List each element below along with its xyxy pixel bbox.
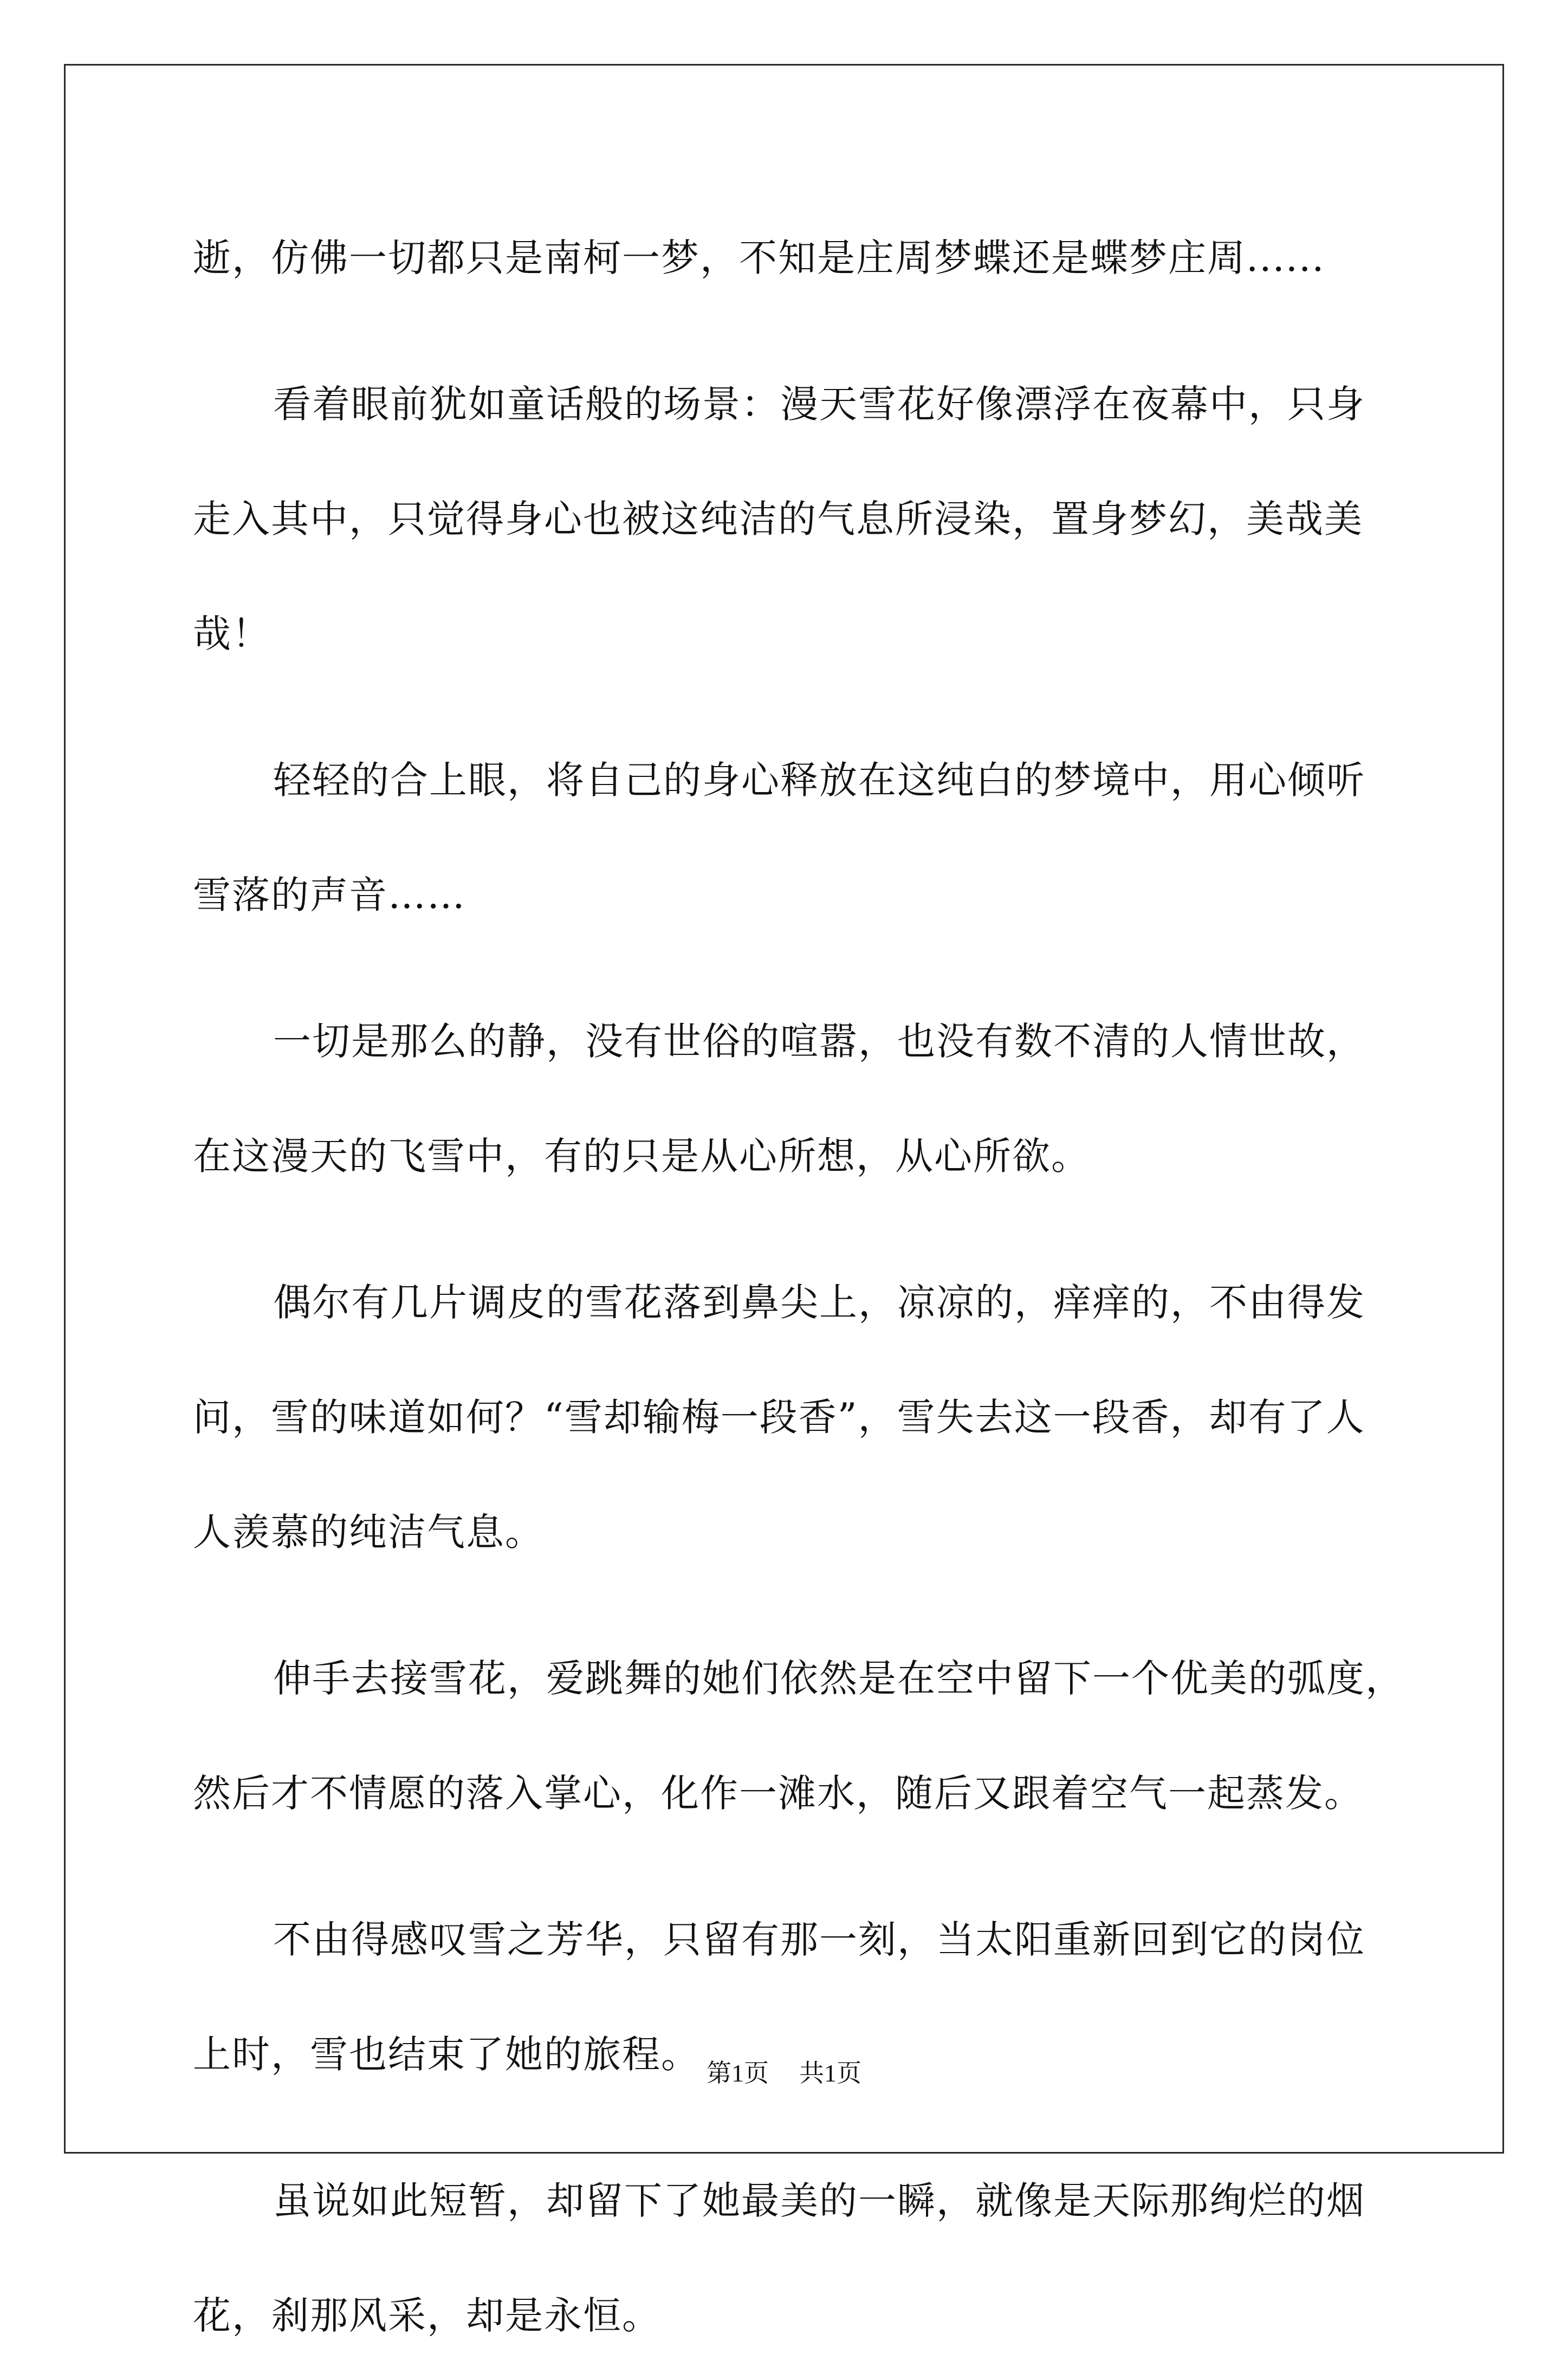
paragraph-line: 一切是那么的静，没有世俗的喧嚣，也没有数不清的人情世故， — [273, 1019, 1365, 1064]
paragraph-line: 上时，雪也结束了她的旅程。 — [193, 2032, 700, 2077]
paragraph-gap — [193, 1590, 1407, 1621]
paragraph-line: 哉！ — [193, 612, 271, 656]
paragraph-line: 逝，仿佛一切都只是南柯一梦，不知是庄周梦蝶还是蝶梦庄周...... — [193, 236, 1325, 280]
paragraph-line: 在这漫天的飞雪中，有的只是从心所想，从心所欲。 — [193, 1134, 1090, 1178]
paragraph-gap — [193, 952, 1407, 984]
paragraph-line: 然后才不情愿的落入掌心，化作一滩水，随后又跟着空气一起蒸发。 — [193, 1771, 1363, 1816]
paragraph-line: 问，雪的味道如何？“雪却输梅一段香”，雪失去这一段香，却有了人 — [193, 1395, 1365, 1440]
paragraph-line: 伸手去接雪花，爱跳舞的她们依然是在空中留下一个优美的弧度， — [273, 1656, 1404, 1701]
paragraph-gap — [193, 1851, 1407, 1882]
page-footer — [0, 2053, 1568, 2089]
paragraph-line: 雪落的声音…… — [193, 873, 466, 917]
paragraph-line: 虽说如此短暂，却留下了她最美的一瞬，就像是天际那绚烂的烟 — [273, 2179, 1365, 2223]
document-body — [193, 200, 1407, 2373]
paragraph-gap — [193, 2112, 1407, 2143]
paragraph-line: 偶尔有几片调皮的雪花落到鼻尖上，凉凉的，痒痒的，不由得发 — [273, 1280, 1365, 1325]
paragraph-line: 走入其中，只觉得身心也被这纯洁的气息所浸染，置身梦幻，美哉美 — [193, 497, 1363, 541]
paragraph-line: 花，刹那风采，却是永恒。 — [193, 2293, 661, 2338]
paragraph-line: 人羡慕的纯洁气息。 — [193, 1510, 544, 1554]
paragraph-gap — [193, 315, 1407, 347]
paragraph-gap — [193, 691, 1407, 723]
page-number-current: 第1页 — [707, 2059, 769, 2087]
page-number-total: 共1页 — [799, 2059, 861, 2087]
paragraph-line: 不由得感叹雪之芳华，只留有那一刻，当太阳重新回到它的岗位 — [273, 1917, 1365, 1962]
paragraph-line: 看着眼前犹如童话般的场景：漫天雪花好像漂浮在夜幕中，只身 — [273, 382, 1365, 426]
paragraph-line: 轻轻的合上眼，将自己的身心释放在这纯白的梦境中，用心倾听 — [273, 758, 1365, 802]
paragraph-gap — [193, 1214, 1407, 1245]
